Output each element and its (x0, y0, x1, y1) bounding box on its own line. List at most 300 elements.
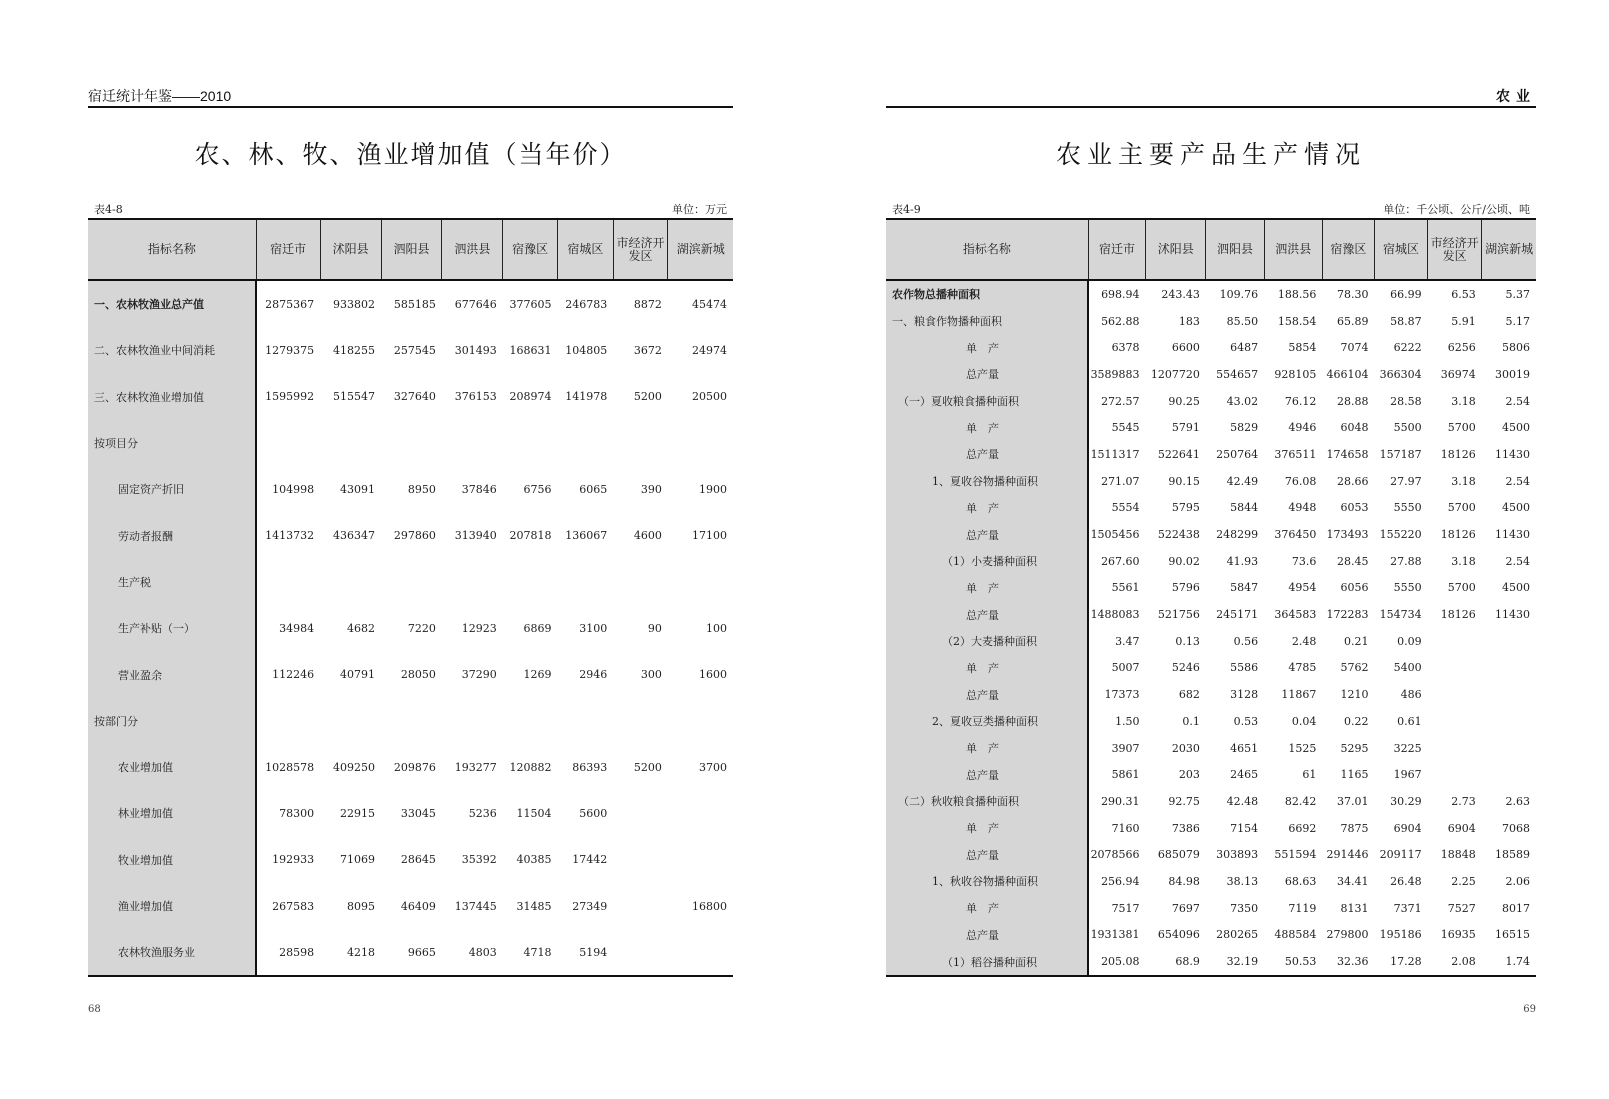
table-cell: 5.91 (1451, 314, 1476, 328)
table-cell: 6904 (1447, 821, 1476, 835)
table-cell: 109.76 (1219, 287, 1259, 301)
row-label: （2）大麦播种面积 (886, 628, 1088, 655)
table-row (886, 601, 1536, 628)
table-cell: 172283 (1326, 608, 1369, 622)
table-row (88, 559, 733, 605)
table-cell: 209117 (1379, 848, 1422, 862)
page-number: 69 (1523, 1004, 1536, 1015)
table-cell: 104805 (565, 343, 608, 357)
table-cell: 7697 (1171, 901, 1200, 915)
table-cell: 376153 (454, 390, 497, 404)
row-label: 单 产 (886, 575, 1088, 602)
table-cell (442, 420, 503, 466)
table-cell: 6600 (1171, 341, 1200, 355)
table-cell: 376511 (1274, 447, 1317, 461)
table-cell: 6869 (523, 621, 552, 635)
table-cell: 1413732 (265, 529, 315, 543)
table-cell (1428, 628, 1482, 655)
table-cell (557, 420, 613, 466)
table-cell: 5500 (1393, 421, 1422, 435)
table-cell: 1279375 (265, 343, 315, 357)
table-cell: 677646 (454, 297, 497, 311)
table-cell: 3.18 (1451, 394, 1476, 408)
table-cell: 1967 (1393, 768, 1422, 782)
table-cell: 8095 (347, 899, 376, 913)
table-cell (1428, 761, 1482, 788)
table-cell: 257545 (393, 343, 436, 357)
table-cell: 1931381 (1090, 928, 1140, 942)
table-row (886, 868, 1536, 895)
table-row (88, 744, 733, 790)
row-label: 农林牧渔服务业 (88, 929, 256, 976)
column-header: 宿迁市 (256, 219, 320, 280)
row-label: 营业盈余 (88, 651, 256, 697)
crop-production-table (886, 218, 1536, 977)
table-number: 表4-9 (892, 203, 921, 216)
table-cell: 120882 (509, 760, 552, 774)
table-cell (503, 559, 558, 605)
table-cell: 37290 (461, 668, 497, 682)
row-label: 一、农林牧渔业总产值 (88, 280, 256, 327)
table-cell: 5400 (1393, 661, 1422, 675)
table-cell: 203 (1178, 768, 1200, 782)
table-cell (1428, 655, 1482, 682)
row-label: 1、夏收谷物播种面积 (886, 468, 1088, 495)
row-label: 三、农林牧渔业增加值 (88, 374, 256, 420)
table-cell: 157187 (1379, 447, 1422, 461)
row-label: 总产量 (886, 441, 1088, 468)
table-cell: 11430 (1495, 447, 1530, 461)
table-cell: 183 (1178, 314, 1200, 328)
table-cell: 682 (1178, 688, 1200, 702)
table-cell: 17442 (572, 853, 608, 867)
table-cell: 27.88 (1390, 554, 1422, 568)
row-label: 劳动者报酬 (88, 512, 256, 558)
table-cell: 256.94 (1101, 874, 1140, 888)
table-row (88, 374, 733, 420)
row-label: 总产量 (886, 761, 1088, 788)
table-cell: 18126 (1440, 528, 1476, 542)
table-cell: 40385 (516, 853, 552, 867)
table-cell: 92.75 (1168, 794, 1200, 808)
table-cell: 5200 (633, 390, 662, 404)
table-cell: 28.45 (1336, 554, 1369, 568)
row-label: 2、夏收豆类播种面积 (886, 708, 1088, 735)
table-cell: 78.30 (1336, 287, 1369, 301)
table-cell: 1505456 (1090, 528, 1140, 542)
table-cell: 90 (647, 621, 662, 635)
table-row (886, 948, 1536, 976)
table-cell: 32.19 (1226, 955, 1259, 969)
table-cell (1428, 735, 1482, 762)
table-cell: 5545 (1111, 421, 1140, 435)
table-cell: 554657 (1216, 367, 1259, 381)
table-cell: 5762 (1340, 661, 1369, 675)
table-cell: 6256 (1447, 341, 1476, 355)
table-cell (256, 559, 320, 605)
table-cell: 0.04 (1291, 714, 1317, 728)
column-header: 泗阳县 (1206, 219, 1264, 280)
table-cell (668, 698, 733, 744)
table-cell (503, 698, 558, 744)
column-header: 湖滨新城 (1482, 219, 1536, 280)
table-cell: 4948 (1288, 501, 1317, 515)
table-cell (613, 883, 668, 929)
table-cell: 207818 (509, 529, 552, 543)
row-label: （1）小麦播种面积 (886, 548, 1088, 575)
table-cell: 28598 (279, 945, 315, 959)
table-cell: 11430 (1495, 608, 1530, 622)
table-cell: 5796 (1171, 581, 1200, 595)
row-label: （二）秋收粮食播种面积 (886, 788, 1088, 815)
row-label: 牧业增加值 (88, 837, 256, 883)
table-cell: 3.18 (1451, 474, 1476, 488)
table-row (886, 735, 1536, 762)
column-header: 泗洪县 (442, 219, 503, 280)
table-cell: 267.60 (1101, 554, 1140, 568)
table-cell: 2946 (579, 668, 608, 682)
table-cell: 0.56 (1233, 634, 1259, 648)
table-cell: 290.31 (1101, 794, 1140, 808)
table-cell: 43091 (340, 482, 376, 496)
table-cell: 28050 (400, 668, 436, 682)
table-row (886, 280, 1536, 308)
table-cell: 2.73 (1451, 794, 1476, 808)
table-cell (668, 559, 733, 605)
table-cell: 5561 (1111, 581, 1140, 595)
table-cell: 35392 (461, 853, 497, 867)
table-cell: 137445 (454, 899, 497, 913)
table-cell: 245171 (1216, 608, 1259, 622)
table-cell: 522438 (1157, 528, 1200, 542)
table-cell (1482, 761, 1536, 788)
table-cell: 136067 (565, 529, 608, 543)
table-cell: 271.07 (1101, 474, 1140, 488)
table-cell: 0.53 (1233, 714, 1259, 728)
table-cell: 154734 (1379, 608, 1422, 622)
table-cell: 90.15 (1168, 474, 1200, 488)
table-cell: 6487 (1230, 341, 1259, 355)
table-cell: 43.02 (1226, 394, 1259, 408)
table-cell: 3128 (1230, 688, 1259, 702)
table-cell: 5550 (1393, 501, 1422, 515)
table-cell (381, 559, 442, 605)
table-cell (381, 420, 442, 466)
table-cell: 11430 (1495, 528, 1530, 542)
table-cell: 5600 (579, 806, 608, 820)
table-cell: 61 (1302, 768, 1317, 782)
table-cell: 5194 (579, 945, 608, 959)
table-cell: 28.88 (1336, 394, 1369, 408)
table-row (88, 605, 733, 651)
table-cell: 5861 (1111, 768, 1140, 782)
column-header: 宿豫区 (1322, 219, 1374, 280)
table-cell: 7220 (407, 621, 436, 635)
table-cell (613, 929, 668, 976)
table-cell: 158.54 (1277, 314, 1317, 328)
row-label: 二、农林牧渔业中间消耗 (88, 327, 256, 373)
table-cell: 1269 (523, 668, 552, 682)
row-label: （一）夏收粮食播种面积 (886, 388, 1088, 415)
table-row (886, 361, 1536, 388)
table-cell: 73.6 (1291, 554, 1317, 568)
table-row (886, 388, 1536, 415)
table-cell: 193277 (454, 760, 497, 774)
table-cell: 0.61 (1397, 714, 1422, 728)
table-cell: 4946 (1288, 421, 1317, 435)
table-cell: 7119 (1288, 901, 1317, 915)
table-cell: 66.99 (1390, 287, 1422, 301)
table-cell: 5791 (1171, 421, 1200, 435)
row-label: 总产量 (886, 922, 1088, 949)
table-cell: 4954 (1288, 581, 1317, 595)
table-cell: 246783 (565, 297, 608, 311)
table-cell: 6048 (1340, 421, 1369, 435)
column-header: 市经济开发区 (1428, 219, 1482, 280)
table-cell: 6692 (1288, 821, 1317, 835)
table-cell: 76.12 (1284, 394, 1317, 408)
table-row (886, 761, 1536, 788)
row-label: 单 产 (886, 735, 1088, 762)
table-cell: 141978 (565, 390, 608, 404)
table-cell: 7350 (1230, 901, 1259, 915)
table-cell: 377605 (509, 297, 552, 311)
table-cell: 6378 (1111, 341, 1140, 355)
table-cell: 85.50 (1226, 314, 1259, 328)
row-label: 单 产 (886, 495, 1088, 522)
row-label: 一、粮食作物播种面积 (886, 308, 1088, 335)
row-label: 总产量 (886, 681, 1088, 708)
table-cell (668, 790, 733, 836)
table-cell: 4500 (1502, 421, 1530, 435)
table-cell: 18126 (1440, 447, 1476, 461)
table-cell: 168631 (509, 343, 552, 357)
table-cell: 3100 (579, 621, 608, 635)
table-cell: 5854 (1288, 341, 1317, 355)
table-cell: 291446 (1326, 848, 1369, 862)
table-cell: 4718 (523, 945, 552, 959)
table-cell: 698.94 (1101, 287, 1140, 301)
table-cell: 5795 (1171, 501, 1200, 515)
table-row (886, 681, 1536, 708)
table-row (886, 788, 1536, 815)
table-row (886, 548, 1536, 575)
table-cell: 12923 (461, 621, 497, 635)
table-cell: 195186 (1379, 928, 1422, 942)
table-row (886, 575, 1536, 602)
table-row (886, 468, 1536, 495)
table-cell (442, 559, 503, 605)
table-row (886, 895, 1536, 922)
table-cell: 327640 (393, 390, 436, 404)
row-label: 渔业增加值 (88, 883, 256, 929)
row-label: 1、秋收谷物播种面积 (886, 868, 1088, 895)
table-cell: 3.47 (1115, 634, 1140, 648)
table-row (886, 334, 1536, 361)
table-cell: 1.50 (1115, 714, 1140, 728)
table-cell: 3.18 (1451, 554, 1476, 568)
table-cell: 409250 (333, 760, 376, 774)
row-label: 林业增加值 (88, 790, 256, 836)
table-cell: 5806 (1502, 341, 1530, 355)
table-cell: 20500 (692, 390, 727, 404)
table-row (88, 929, 733, 976)
row-label: 总产量 (886, 601, 1088, 628)
table-cell: 2.06 (1505, 874, 1530, 888)
table-cell: 4682 (347, 621, 376, 635)
table-cell (557, 559, 613, 605)
table-cell: 562.88 (1101, 314, 1140, 328)
row-label: 单 产 (886, 414, 1088, 441)
table-cell: 4500 (1502, 581, 1530, 595)
table-cell: 34984 (279, 621, 315, 635)
table-cell (1428, 708, 1482, 735)
table-cell: 5700 (1447, 421, 1476, 435)
table-cell: 38.13 (1226, 874, 1259, 888)
column-header: 泗阳县 (381, 219, 442, 280)
table-cell (668, 929, 733, 976)
table-title: 农、林、牧、渔业增加值（当年价） (194, 140, 627, 169)
table-row (886, 308, 1536, 335)
table-cell: 27.97 (1390, 474, 1422, 488)
table-cell: 1525 (1288, 741, 1317, 755)
table-cell: 30.29 (1390, 794, 1422, 808)
table-cell: 279800 (1326, 928, 1369, 942)
table-cell: 7527 (1447, 901, 1476, 915)
table-cell (557, 698, 613, 744)
table-cell: 1210 (1340, 688, 1369, 702)
table-cell (442, 698, 503, 744)
table-cell (503, 420, 558, 466)
table-cell (613, 420, 668, 466)
table-cell: 4651 (1230, 741, 1259, 755)
table-cell: 6056 (1340, 581, 1369, 595)
table-cell: 1900 (699, 482, 727, 496)
table-cell: 173493 (1326, 528, 1369, 542)
table-row (88, 512, 733, 558)
table-cell: 17.28 (1390, 955, 1422, 969)
table-cell (1428, 681, 1482, 708)
row-label: 农业增加值 (88, 744, 256, 790)
table-row (886, 414, 1536, 441)
table-row (886, 521, 1536, 548)
table-cell (320, 698, 381, 744)
table-cell: 37846 (461, 482, 497, 496)
column-header: 湖滨新城 (668, 219, 733, 280)
table-cell: 5246 (1171, 661, 1200, 675)
column-header: 宿城区 (557, 219, 613, 280)
table-cell: 5550 (1393, 581, 1422, 595)
table-cell: 68.9 (1175, 955, 1200, 969)
table-cell: 1165 (1340, 768, 1369, 782)
table-cell: 2.08 (1451, 955, 1476, 969)
row-label: 单 产 (886, 895, 1088, 922)
table-cell: 34.41 (1336, 874, 1369, 888)
table-cell (668, 420, 733, 466)
table-cell: 250764 (1216, 447, 1259, 461)
table-cell: 112246 (272, 668, 315, 682)
table-cell: 4218 (347, 945, 376, 959)
table-cell: 5295 (1340, 741, 1369, 755)
table-cell: 82.42 (1284, 794, 1317, 808)
table-cell: 18126 (1440, 608, 1476, 622)
table-cell: 5847 (1230, 581, 1259, 595)
column-header: 沭阳县 (1146, 219, 1206, 280)
table-cell: 16935 (1440, 928, 1476, 942)
table-cell: 0.13 (1175, 634, 1200, 648)
table-cell: 1488083 (1090, 608, 1140, 622)
table-cell: 5829 (1230, 421, 1259, 435)
table-cell: 41.93 (1226, 554, 1259, 568)
table-cell: 90.25 (1168, 394, 1200, 408)
table-cell (613, 837, 668, 883)
table-cell: 928105 (1274, 367, 1317, 381)
table-cell: 297860 (393, 529, 436, 543)
row-label: 农作物总播种面积 (886, 280, 1088, 308)
table-cell (1482, 681, 1536, 708)
table-cell: 248299 (1216, 528, 1259, 542)
table-row (886, 495, 1536, 522)
table-row (886, 628, 1536, 655)
table-cell: 31485 (516, 899, 552, 913)
table-cell: 78300 (279, 806, 315, 820)
row-label: 生产税 (88, 559, 256, 605)
table-cell: 18589 (1495, 848, 1530, 862)
table-cell: 6053 (1340, 501, 1369, 515)
table-cell: 0.1 (1182, 714, 1200, 728)
table-cell: 1595992 (265, 390, 315, 404)
table-cell: 90.02 (1168, 554, 1200, 568)
row-label: 按部门分 (88, 698, 256, 744)
table-cell (613, 698, 668, 744)
table-cell (256, 698, 320, 744)
table-cell: 5236 (468, 806, 497, 820)
table-cell (1482, 628, 1536, 655)
table-cell: 685079 (1157, 848, 1200, 862)
table-title: 农业主要产品生产情况 (1055, 140, 1366, 169)
table-cell: 366304 (1379, 367, 1422, 381)
table-cell: 313940 (454, 529, 497, 543)
table-cell: 5586 (1230, 661, 1259, 675)
table-cell: 16515 (1495, 928, 1530, 942)
table-row (88, 698, 733, 744)
table-cell: 17100 (692, 529, 727, 543)
table-cell: 1207720 (1150, 367, 1200, 381)
table-cell: 522641 (1157, 447, 1200, 461)
table-cell: 174658 (1326, 447, 1369, 461)
table-cell: 2030 (1171, 741, 1200, 755)
table-cell: 26.48 (1390, 874, 1422, 888)
table-cell: 205.08 (1101, 955, 1140, 969)
table-cell: 376450 (1274, 528, 1317, 542)
table-cell: 11504 (516, 806, 552, 820)
table-cell: 71069 (340, 853, 376, 867)
table-row (886, 655, 1536, 682)
table-cell: 7517 (1111, 901, 1140, 915)
table-cell: 2.63 (1505, 794, 1530, 808)
table-cell: 0.22 (1343, 714, 1369, 728)
table-cell: 2875367 (265, 297, 315, 311)
table-cell: 45474 (692, 297, 727, 311)
table-header-row (886, 219, 1536, 280)
table-cell: 76.08 (1284, 474, 1317, 488)
table-cell (1482, 708, 1536, 735)
table-cell: 104998 (272, 482, 315, 496)
column-header: 市经济开发区 (613, 219, 668, 280)
column-header: 沭阳县 (320, 219, 381, 280)
table-cell: 1028578 (265, 760, 315, 774)
table-cell: 17373 (1104, 688, 1140, 702)
